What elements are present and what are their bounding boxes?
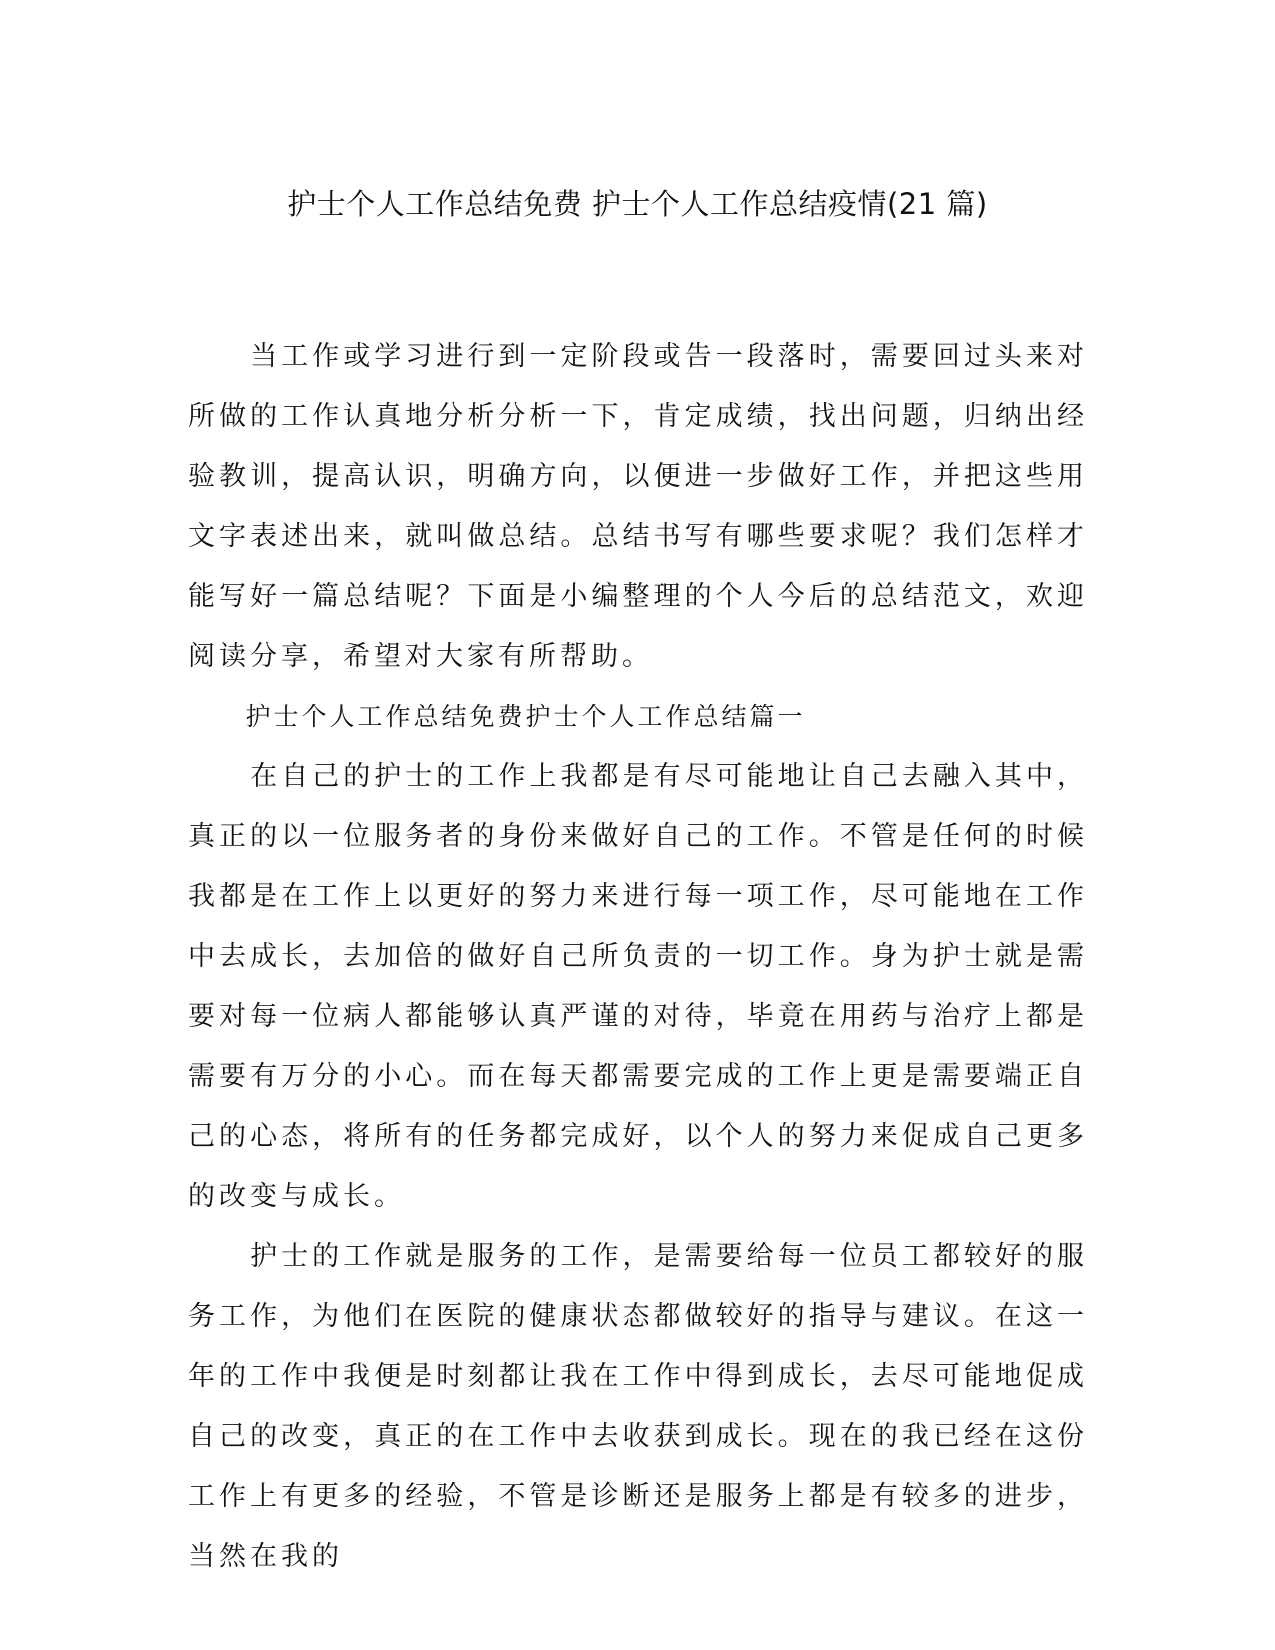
section-heading: 护士个人工作总结免费护士个人工作总结篇一: [245, 702, 806, 731]
intro-paragraph: 当工作或学习进行到一定阶段或告一段落时，需要回过头来对所做的工作认真地分析分析一下，肯定成绩，找出问题，归纳出经验教训，提高认识，明确方向，以便进一步做好工作，并把这些用文字表述出来，就叫做总结。总结书写有哪些要求呢？我们怎样才能写好一篇总结呢？下面是小编整理的个人今后的总结范文，欢迎阅读分享，希望对大家有所帮助。: [188, 341, 1088, 672]
document-body: [188, 327, 1088, 1587]
body-paragraph-1: 在自己的护士的工作上我都是有尽可能地让自己去融入其中，真正的以一位服务者的身份来做好自己的工作。不管是任何的时候我都是在工作上以更好的努力来进行每一项工作，尽可能地在工作中去成长，去加倍的做好自己所负责的一切工作。身为护士就是需要对每一位病人都能够认真严谨的对待，毕竟在用药与治疗上都是需要有万分的小心。而在每天都需要完成的工作上更是需要端正自己的心态，将所有的任务都完成好，以个人的努力来促成自己更多的改变与成长。: [188, 761, 1088, 1212]
document-title: 护士个人工作总结免费 护士个人工作总结疫情(21 篇): [287, 187, 988, 221]
body-paragraph-2: 护士的工作就是服务的工作，是需要给每一位员工都较好的服务工作，为他们在医院的健康状态都做较好的指导与建议。在这一年的工作中我便是时刻都让我在工作中得到成长，去尽可能地促成自己的改变，真正的在工作中去收获到成长。现在的我已经在这份工作上有更多的经验，不管是诊断还是服务上都是有较多的进步，当然在我的: [188, 1241, 1088, 1572]
